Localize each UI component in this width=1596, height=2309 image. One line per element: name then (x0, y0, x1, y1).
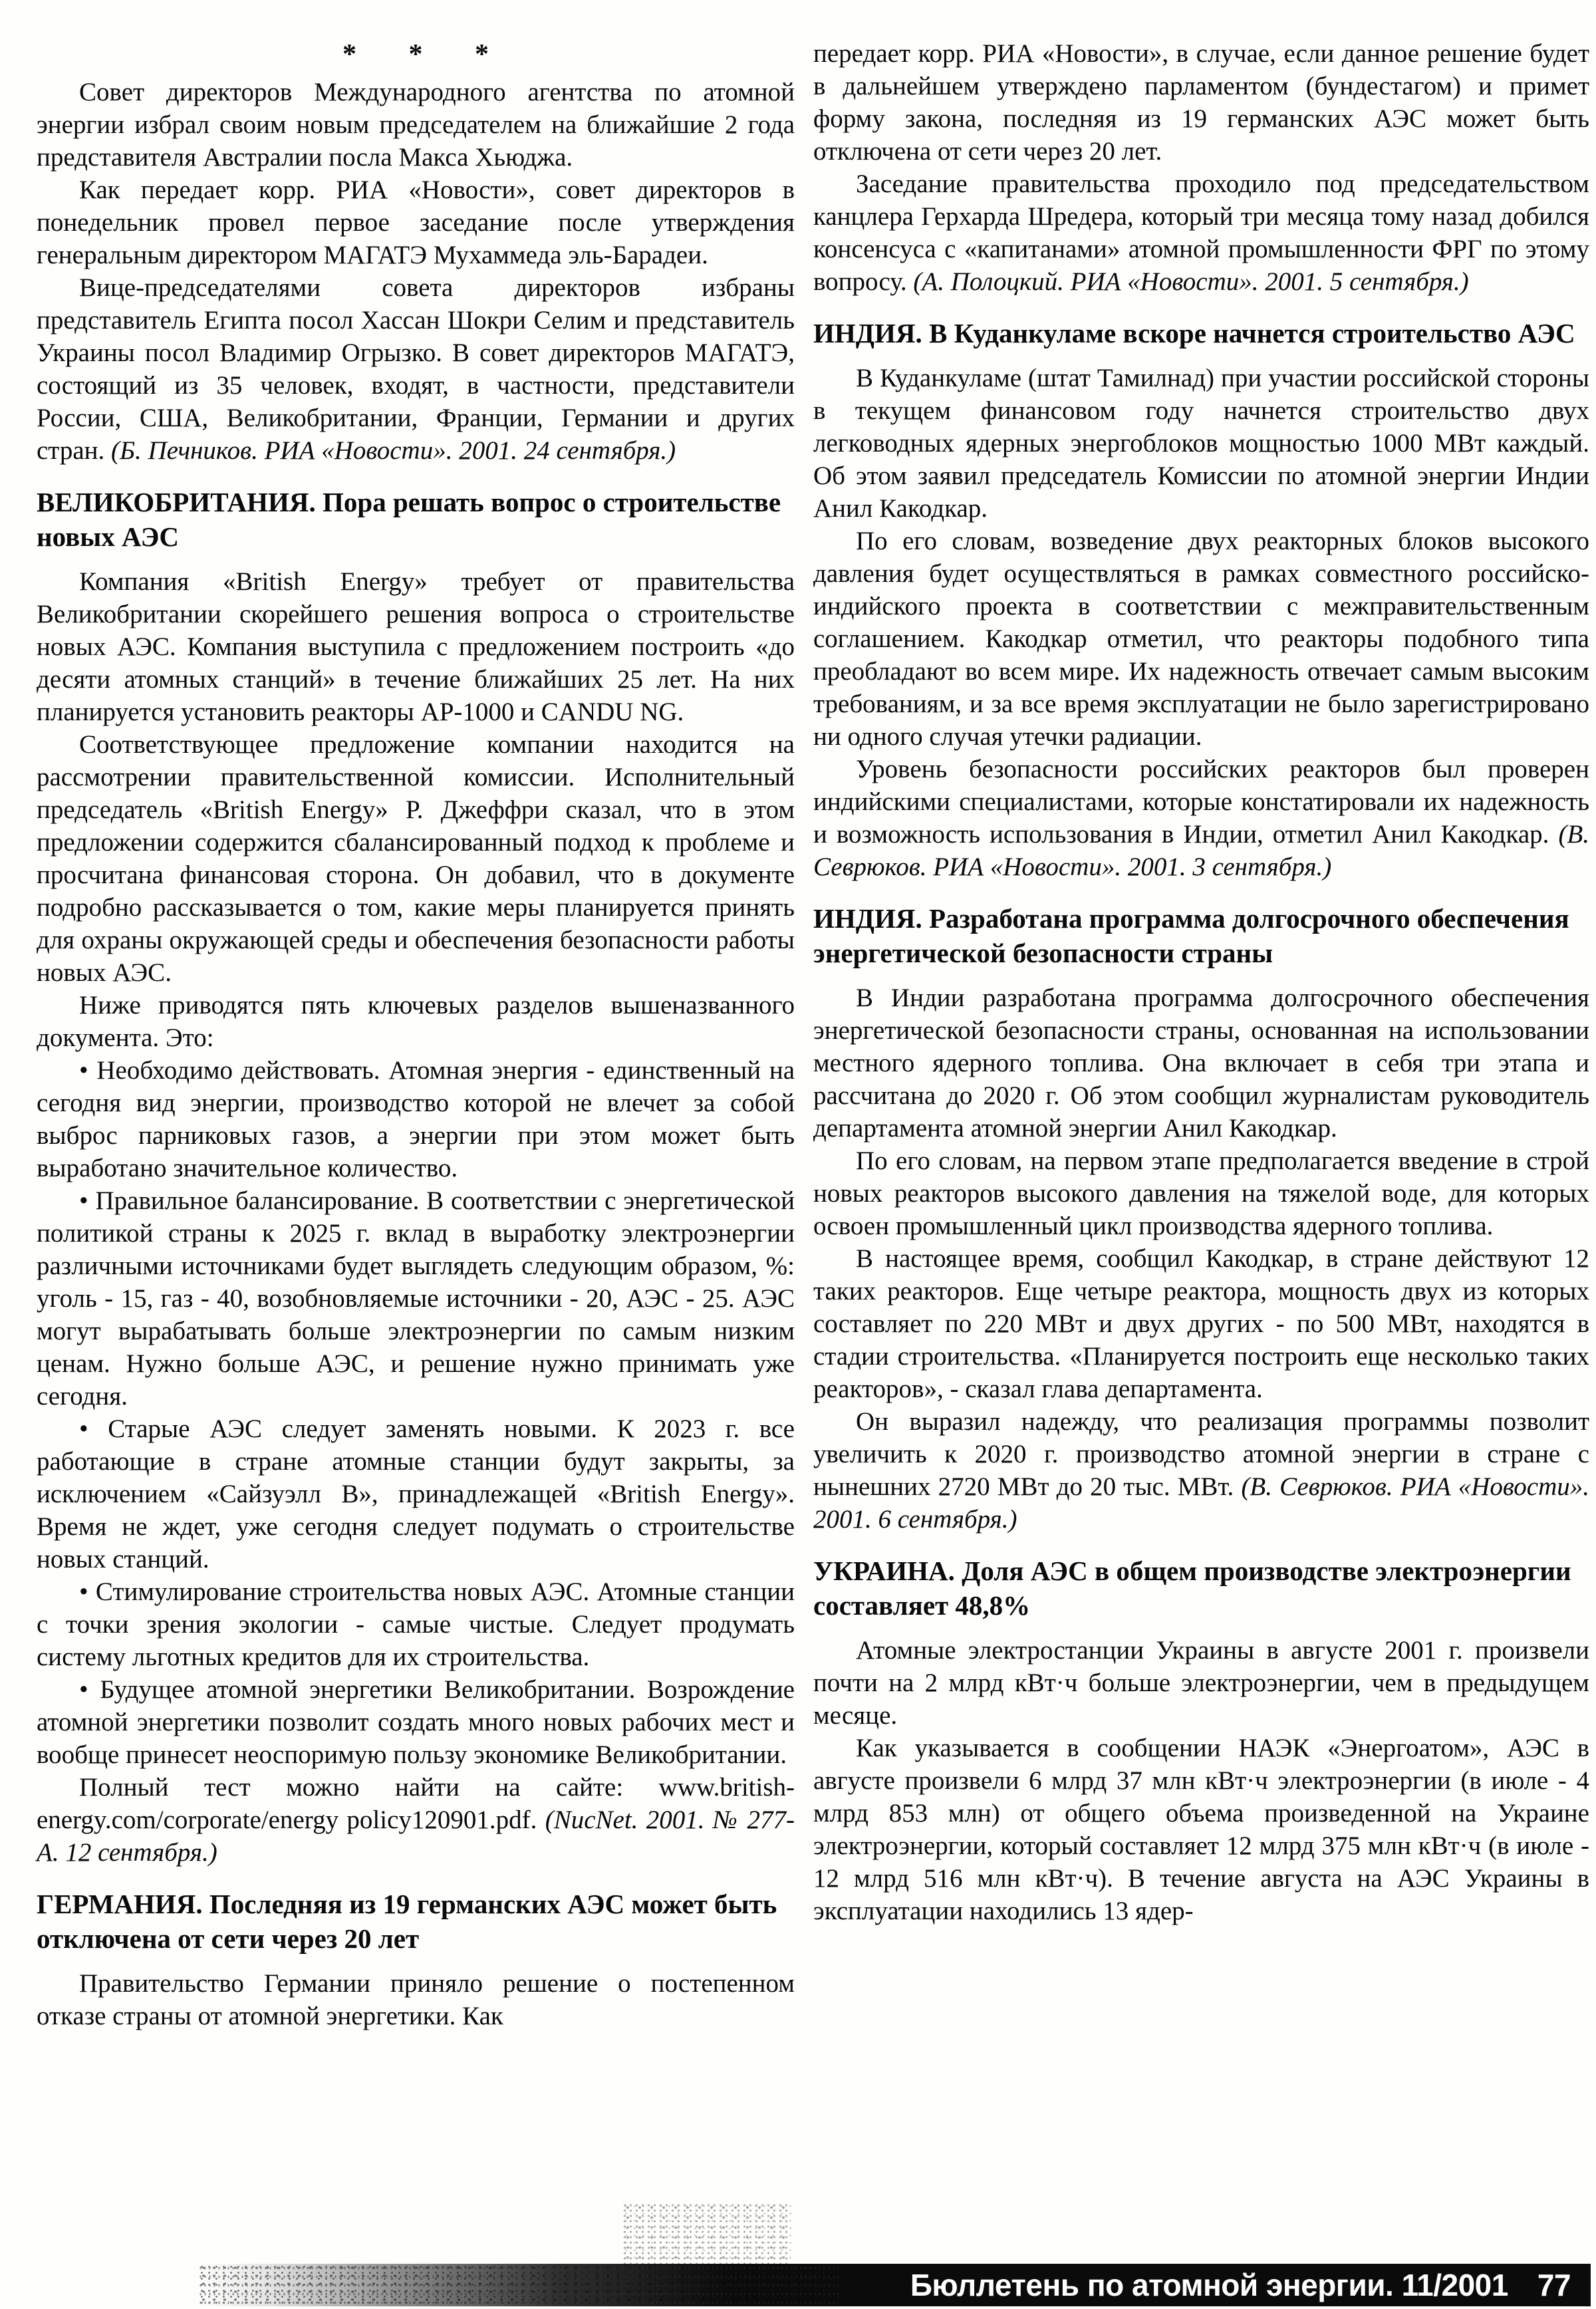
article-heading: УКРАИНА. Доля АЭС в общем производстве электроэнергии составляет 48,8% (813, 1556, 1571, 1621)
article-heading: ИНДИЯ. В Куданкуламе вскоре начнется строительство АЭС (813, 318, 1575, 348)
citation: (NucNet. 2001. № 277-А. 12 сентября.) (37, 1806, 795, 1867)
paragraph: В настоящее время, сообщил Какодкар, в стране действуют 12 таких реакторов. Еще четыре реактора, мощность двух из которых составляет по 220 МВт и двух других - по 500 МВт, находятся в стадии строительства. «Планируется построить еще несколько таких реакторов», - сказал глава департамента. (813, 1244, 1589, 1403)
citation: (В. Севрюков. РИА «Новости». 2001. 3 сентября.) (813, 820, 1589, 881)
paragraph: Ниже приводятся пять ключевых разделов вышеназванного документа. Это: (37, 991, 795, 1052)
paragraph: Вице-председателями совета директоров избраны представитель Египта посол Хассан Шокри Селим и представитель Украины посол Владимир Огрызко. В совет директоров МАГАТЭ, состоящий из 35 человек, входят, в частности, представители России, США, Великобритании, Франции, Германии и других стран. (Б. Печников. РИА «Новости». 2001. 24 сентября.) (37, 273, 795, 465)
bullet-item: • Старые АЭС следует заменять новыми. К 2023 г. все работающие в стране атомные станции будут закрыты, за исключением «Сайзуэлл В», принадлежащей «British Energy». Время не ждет, уже сегодня следует подумать о строительстве новых станций. (37, 1415, 795, 1573)
paragraph: Соответствующее предложение компании находится на рассмотрении правительственной комиссии. Исполнительный председатель «British Energy» Р. Джеффри сказал, что в этом предложении содержится сбалансированный подход к проблеме и просчитана финансовая сторона. Он добавил, что в документе подробно рассказывается о том, какие меры планируется принять для охраны окружающей среды и обеспечения безопасности работы новых АЭС. (37, 730, 795, 987)
column-left (37, 37, 795, 2032)
paragraph: По его словам, возведение двух реакторных блоков высокого давления будет осуществляться в рамках совместного российско-индийского проекта в соответствии с межправительственным соглашением. Какодкар отметил, что реакторы подобного типа преобладают во всем мире. Их надежность отвечает самым высоким требованиям, и за все время эксплуатации не было зарегистрировано ни одного случая утечки радиации. (813, 527, 1589, 751)
scan-noise-patch (622, 2203, 791, 2266)
paragraph: Совет директоров Международного агентства по атомной энергии избрал своим новым председателем на ближайшие 2 года представителя Австралии посла Макса Хьюджа. (37, 78, 795, 172)
paragraph: Заседание правительства проходило под председательством канцлера Герхарда Шредера, который три месяца тому назад добился консенсуса с «капитанами» атомной промышленности ФРГ по этому вопросу. (А. Полоцкий. РИА «Новости». 2001. 5 сентября.) (813, 170, 1589, 296)
bullet-item: • Стимулирование строительства новых АЭС. Атомные станции с точки зрения экологии - самые чистые. Следует продумать систему льготных кредитов для их строительства. (37, 1577, 795, 1671)
page-number: 77 (1537, 2268, 1571, 2302)
paragraph: Как указывается в сообщении НАЭК «Энергоатом», АЭС в августе произвели 6 млрд 37 млн кВт·ч электроэнергии (в июле - 4 млрд 853 млн) от общего объема произведенной на Украине электроэнергии, который составляет 12 млрд 375 млн кВт·ч (в июле - 12 млрд 516 млн кВт·ч). В течение августа на АЭС Украины в эксплуатации находились 13 ядер- (813, 1734, 1589, 1925)
footer-bar (198, 2264, 1591, 2306)
paragraph: По его словам, на первом этапе предполагается введение в строй новых реакторов высокого давления на тяжелой воде, для которых освоен промышленный цикл производства ядерного топлива. (813, 1147, 1589, 1240)
paragraph: Как передает корр. РИА «Новости», совет директоров в понедельник провел первое заседание после утверждения генеральным директором МАГАТЭ Мухаммеда эль-Барадеи. (37, 176, 795, 269)
paragraph: В Куданкуламе (штат Тамилнад) при участии российской стороны в текущем финансовом году начнется строительство двух легководных ядерных энергоблоков мощностью 1000 МВт каждый. Об этом заявил председатель Комиссии по атомной энергии Индии Анил Какодкар. (813, 364, 1589, 523)
citation: (Б. Печников. РИА «Новости». 2001. 24 сентября.) (111, 436, 676, 465)
paragraph: Атомные электростанции Украины в августе 2001 г. произвели почти на 2 млрд кВт·ч больше электроэнергии, чем в предыдущем месяце. (813, 1636, 1589, 1730)
section-separator-stars: * * * (342, 39, 511, 70)
paragraph: Компания «British Energy» требует от правительства Великобритании скорейшего решения вопроса о строительстве новых АЭС. Компания выступила с предложением построить «до десяти атомных станций» в течение ближайших 25 лет. На них планируется установить реакторы АР-1000 и CANDU NG. (37, 567, 795, 726)
article-heading: ГЕРМАНИЯ. Последняя из 19 германских АЭС может быть отключена от сети через 20 лет (37, 1889, 777, 1954)
paragraph: Уровень безопасности российских реакторов был проверен индийскими специалистами, которые констатировали их надежность и возможность использования в Индии, отметил Анил Какодкар. (В. Севрюков. РИА «Новости». 2001. 3 сентября.) (813, 755, 1589, 881)
paragraph: В Индии разработана программа долгосрочного обеспечения энергетической безопасности страны, основанная на использовании местного ядерного топлива. Она включает в себя три этапа и рассчитана до 2020 г. Об этом сообщил журналистам руководитель департамента атомной энергии Анил Какодкар. (813, 984, 1589, 1143)
footer-journal-title: Бюллетень по атомной энергии. 11/2001 (910, 2268, 1508, 2302)
bullet-item: • Правильное балансирование. В соответствии с энергетической политикой страны к 2025 г. вклад в выработку электроэнергии различными источниками будет выглядеть следующим образом, %: уголь - 15, газ - 40, возобновляемые источники - 20, АЭС - 25. АЭС могут вырабатывать больше электроэнергии по самым низким ценам. Нужно больше АЭС, и решение нужно принимать уже сегодня. (37, 1186, 795, 1411)
column-right (813, 37, 1589, 1927)
bullet-item: • Будущее атомной энергетики Великобритании. Возрождение атомной энергетики позволит создать много новых рабочих мест и вообще принесет неоспоримую пользу экономике Великобритании. (37, 1675, 795, 1769)
paragraph: передает корр. РИА «Новости», в случае, если данное решение будет в дальнейшем утверждено парламентом (бундестагом) и примет форму закона, последняя из 19 германских АЭС может быть отключена от сети через 20 лет. (813, 39, 1589, 166)
bullet-item: • Необходимо действовать. Атомная энергия - единственный на сегодня вид энергии, производство которой не влечет за собой выброс парниковых газов, а энергии при этом может быть выработано значительное количество. (37, 1056, 795, 1182)
citation: (А. Полоцкий. РИА «Новости». 2001. 5 сентября.) (913, 267, 1469, 296)
paragraph: Полный тест можно найти на сайте: www.british-energy.com/corporate/energy policy120901.pdf. (NucNet. 2001. № 277-А. 12 сентября.) (37, 1773, 795, 1867)
paragraph: Он выразил надежду, что реализация программы позволит увеличить к 2020 г. производство атомной энергии в стране с нынешних 2720 МВт до 20 тыс. МВт. (В. Севрюков. РИА «Новости». 2001. 6 сентября.) (813, 1407, 1589, 1534)
article-heading: ВЕЛИКОБРИТАНИЯ. Пора решать вопрос о строительстве новых АЭС (37, 487, 781, 552)
citation: (В. Севрюков. РИА «Новости». 2001. 6 сентября.) (813, 1472, 1589, 1534)
article-heading: ИНДИЯ. Разработана программа долгосрочного обеспечения энергетической безопасности страны (813, 903, 1569, 968)
footer-speckle-texture (198, 2264, 839, 2306)
paragraph: Правительство Германии приняло решение о постепенном отказе страны от атомной энергетики. Как (37, 1969, 795, 2030)
two-column-text-area (37, 37, 1589, 2032)
